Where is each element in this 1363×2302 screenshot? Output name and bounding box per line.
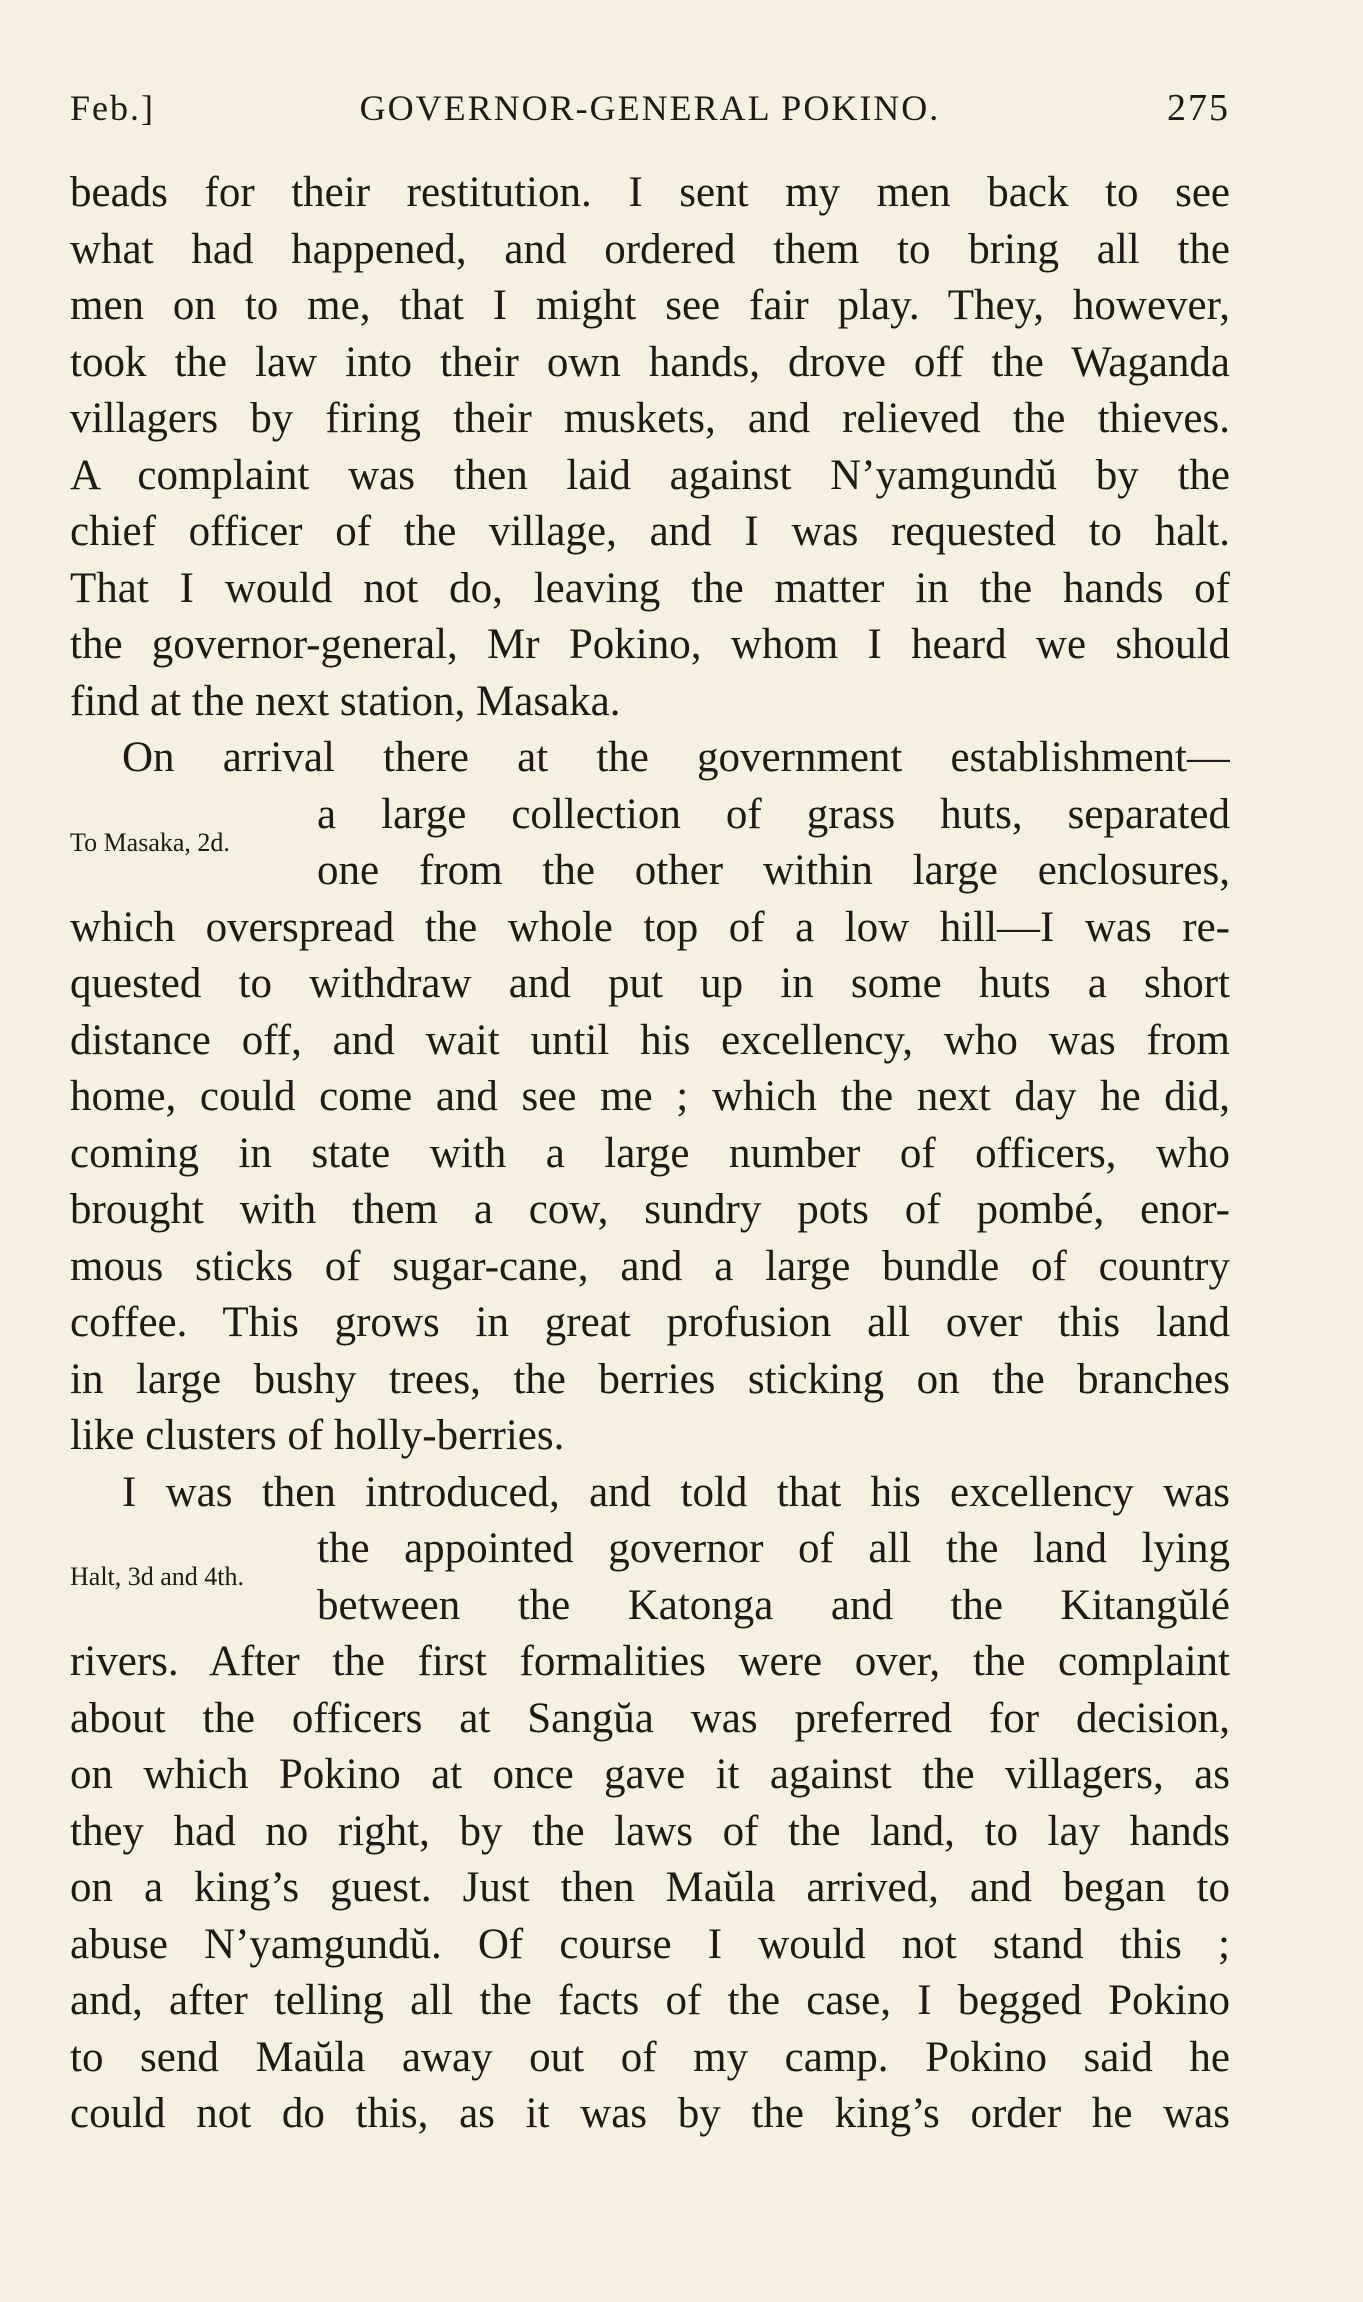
text-line: which overspread the whole top of a low hill—I was re- [70, 903, 1230, 951]
text-line: distance off, and wait until his excellency, who was from [70, 1016, 1230, 1064]
margin-note: Halt, 3d and 4th. [70, 1562, 245, 1591]
text-line: coming in state with a large number of officers, who [70, 1129, 1230, 1177]
text-line: took the law into their own hands, drove off the Waganda [70, 338, 1230, 386]
text-line: like clusters of holly-berries. [70, 1412, 565, 1459]
text-line: to send Maŭla away out of my camp. Pokino said he [70, 2033, 1230, 2081]
text-line: one from the other within large enclosures, [317, 847, 1230, 894]
text-line: quested to withdraw and put up in some huts a short [70, 960, 1230, 1007]
text-line: find at the next station, Masaka. [70, 677, 621, 725]
text-line: men on to me, that I might see fair play. They, however, [70, 282, 1230, 329]
text-line: brought with them a cow, sundry pots of pombé, enor- [70, 1186, 1230, 1233]
text-line: A complaint was then laid against N’yamgundŭ by the [70, 451, 1230, 499]
text-line: beads for their restitution. I sent my men back to see [70, 169, 1230, 216]
body-text [70, 165, 1230, 2143]
page-number: 275 [1167, 87, 1230, 129]
sidenote-block [70, 1521, 1230, 1634]
text-line: the governor-general, Mr Pokino, whom I heard we should [70, 621, 1230, 668]
text-line: they had no right, by the laws of the land, to lay hands [70, 1807, 1230, 1855]
sidenote-block [70, 787, 1230, 900]
text-line: a large collection of grass huts, separated [317, 790, 1230, 838]
text-line: That I would not do, leaving the matter in the hands of [70, 564, 1230, 612]
paragraph-start-line: I was then introduced, and told that his excellency was [122, 1468, 1230, 1516]
text-line: in large bushy trees, the berries sticking on the branches [70, 1355, 1230, 1403]
text-line: abuse N’yamgundŭ. Of course I would not stand this ; [70, 1920, 1230, 1968]
text-line: on a king’s guest. Just then Maŭla arrived, and began to [70, 1864, 1230, 1911]
header-month: Feb.] [70, 88, 155, 128]
header-title: GOVERNOR-GENERAL POKINO. [359, 88, 941, 128]
text-line: home, could come and see me ; which the next day he did, [70, 1073, 1230, 1120]
paragraph-start-line: On arrival there at the government establishment— [122, 734, 1230, 781]
text-line: chief officer of the village, and I was requested to halt. [70, 508, 1230, 555]
text-line: about the officers at Sangŭa was preferred for decision, [70, 1694, 1230, 1742]
running-header [70, 78, 1230, 138]
text-line: and, after telling all the facts of the case, I begged Pokino [70, 1977, 1230, 2024]
text-line: coffee. This grows in great profusion all over this land [70, 1299, 1230, 1346]
text-line: rivers. After the first formalities were over, the complaint [70, 1638, 1230, 1685]
text-line: villagers by firing their muskets, and relieved the thieves. [70, 395, 1230, 442]
text-line: on which Pokino at once gave it against the villagers, as [70, 1751, 1230, 1798]
text-line: could not do this, as it was by the king’s order he was [70, 2090, 1230, 2137]
text-line: mous sticks of sugar-cane, and a large bundle of country [70, 1242, 1230, 1290]
margin-note: To Masaka, 2d. [70, 827, 230, 857]
text-line: between the Katonga and the Kitangŭlé [317, 1581, 1230, 1629]
text-line: the appointed governor of all the land lying [317, 1525, 1230, 1572]
text-line: what had happened, and ordered them to bring all the [70, 225, 1230, 273]
